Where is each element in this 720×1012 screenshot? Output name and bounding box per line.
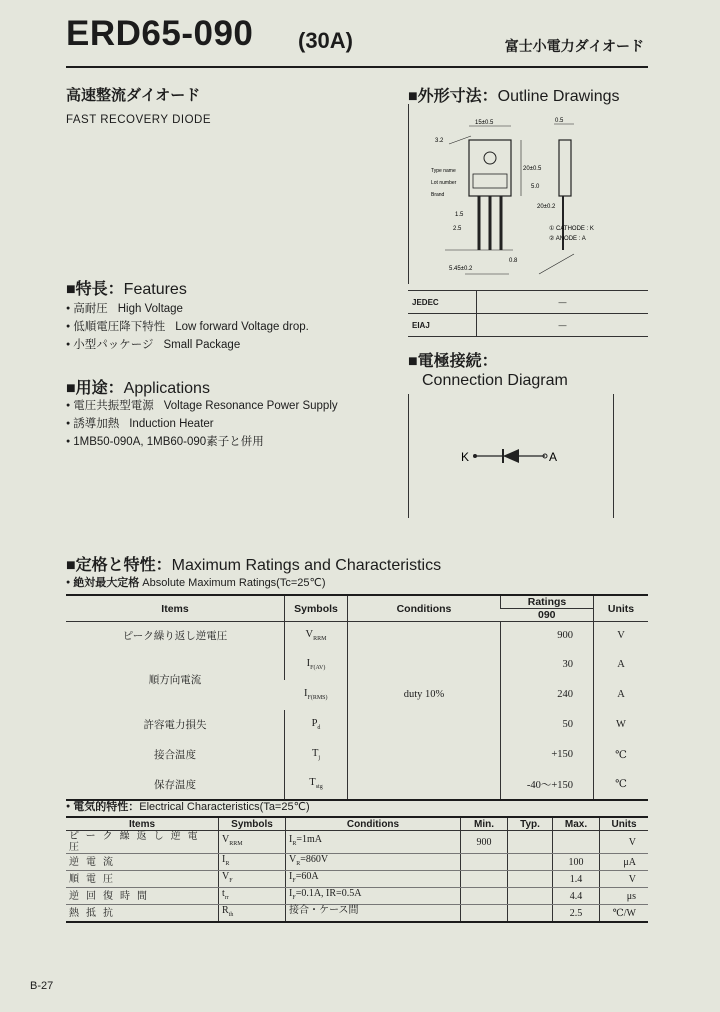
condition-cell: $I_R=1mA$ bbox=[286, 831, 461, 854]
product-title-jp: 高速整流ダイオード bbox=[66, 87, 201, 104]
unit-cell: W bbox=[594, 710, 649, 740]
electrical-heading: ● 電気的特性：Electrical Characteristics(Ta=25℃) bbox=[66, 798, 310, 814]
item-cell: 熱抵抗 bbox=[66, 905, 219, 923]
symbol-cell: $T_j$ bbox=[285, 740, 348, 770]
table-row bbox=[66, 740, 648, 770]
col-conditions: Conditions bbox=[286, 817, 461, 831]
table-row bbox=[66, 622, 648, 650]
condition-cell: $I_F=0.1A$, IR=0.5A bbox=[286, 888, 461, 905]
min-cell bbox=[461, 888, 508, 905]
symbol-cell: $I_{F(RMS)}$ bbox=[303, 687, 328, 702]
ratings-heading: ■定格と特性：Maximum Ratings and Characteristics bbox=[66, 557, 442, 574]
typ-cell bbox=[508, 854, 553, 871]
symbol-cell: $I_{F(AV)}$ bbox=[285, 650, 348, 680]
unit-cell: ℃ bbox=[594, 770, 649, 800]
applications-list bbox=[66, 397, 338, 451]
maker-title: 富士小電力ダイオード bbox=[504, 38, 644, 54]
symbol-cell: $t_{rr}$ bbox=[219, 888, 286, 905]
table-row bbox=[66, 770, 648, 800]
min-cell bbox=[461, 871, 508, 888]
condition-cell bbox=[348, 770, 501, 800]
max-cell bbox=[553, 831, 600, 854]
col-conditions: Conditions bbox=[348, 595, 501, 622]
connection-diagram bbox=[408, 394, 614, 518]
value-cell: 240 bbox=[501, 680, 594, 710]
table-row bbox=[66, 888, 648, 905]
dim-width: 15±0.5 bbox=[475, 120, 494, 126]
dim-b: 2.5 bbox=[453, 226, 462, 232]
item-cell: 順方向電流 bbox=[148, 675, 202, 686]
table-row bbox=[408, 291, 648, 314]
max-cell: 2.5 bbox=[553, 905, 600, 923]
list-item: ● 誘導加熱 Induction Heater bbox=[66, 415, 338, 433]
unit-cell: A bbox=[594, 680, 649, 710]
item-cell: 逆電流 bbox=[66, 854, 219, 871]
condition-cell: 接合・ケース間 bbox=[286, 905, 461, 923]
item-cell: ピーク繰り返し逆電圧 bbox=[122, 631, 228, 643]
symbol-cell: $T_{stg}$ bbox=[285, 770, 348, 800]
features-heading: ■特長：Features bbox=[66, 281, 187, 298]
label-type: Type name bbox=[431, 168, 456, 174]
dim-h2: 5.0 bbox=[531, 184, 540, 190]
max-cell: 4.4 bbox=[553, 888, 600, 905]
item-cell: ピーク繰返し逆電圧 bbox=[66, 831, 219, 854]
unit-cell: V bbox=[594, 622, 649, 650]
table-row bbox=[66, 871, 648, 888]
dim-hole: 3.2 bbox=[435, 138, 444, 144]
anode-label: A bbox=[549, 450, 558, 464]
condition-cell: $I_F=60A$ bbox=[286, 871, 461, 888]
table-row bbox=[66, 854, 648, 871]
applications-heading: ■用途：Applications bbox=[66, 380, 210, 397]
value-cell: 30 bbox=[501, 650, 594, 680]
unit-cell: ℃ bbox=[594, 740, 649, 770]
symbol-cell: $V_{RRM}$ bbox=[219, 831, 286, 854]
outline-drawing bbox=[408, 104, 613, 284]
item-cell: 順電圧 bbox=[66, 871, 219, 888]
current-rating: (30A) bbox=[298, 28, 354, 53]
value-cell: 900 bbox=[501, 622, 594, 650]
label-lot: Lot number bbox=[431, 180, 457, 186]
item-cell: 保存温度 bbox=[66, 770, 285, 800]
pkg-label: JEDEC bbox=[408, 291, 477, 314]
col-max: Max. bbox=[553, 817, 600, 831]
dim-pitch: 5.45±0.2 bbox=[449, 266, 473, 272]
unit-cell: μA bbox=[600, 854, 649, 871]
package-drawing bbox=[409, 104, 613, 284]
condition-cell: $V_R=860V$ bbox=[286, 854, 461, 871]
list-item: ● 電圧共振型電源 Voltage Resonance Power Supply bbox=[66, 397, 338, 415]
table-header-row bbox=[66, 817, 648, 831]
col-units: Units bbox=[594, 595, 649, 622]
list-item: ● 小型パッケージ Small Package bbox=[66, 336, 309, 354]
table-row bbox=[408, 314, 648, 337]
connection-heading: ■電極接続： Connection Diagram bbox=[408, 353, 568, 389]
col-symbols: Symbols bbox=[285, 595, 348, 622]
condition-cell bbox=[348, 710, 501, 740]
table-header-row bbox=[66, 595, 648, 609]
typ-cell bbox=[508, 831, 553, 854]
max-cell: 100 bbox=[553, 854, 600, 871]
outline-heading: ■外形寸法：Outline Drawings bbox=[408, 88, 620, 105]
col-items: Items bbox=[66, 817, 219, 831]
label-brand: Brand bbox=[431, 192, 445, 198]
unit-cell: μs bbox=[600, 888, 649, 905]
dim-a: 1.5 bbox=[455, 212, 464, 218]
value-cell: +150 bbox=[501, 740, 594, 770]
col-min: Min. bbox=[461, 817, 508, 831]
page-number: B-27 bbox=[30, 980, 54, 992]
package-standard-table bbox=[408, 290, 648, 337]
table-row bbox=[66, 905, 648, 923]
value-cell: 50 bbox=[501, 710, 594, 740]
typ-cell bbox=[508, 888, 553, 905]
list-item: ● 低順電圧降下特性 Low forward Voltage drop. bbox=[66, 318, 309, 336]
typ-cell bbox=[508, 905, 553, 923]
pkg-value: — bbox=[477, 314, 649, 337]
item-cell: 接合温度 bbox=[154, 750, 196, 761]
product-title-en: FAST RECOVERY DIODE bbox=[66, 114, 211, 126]
diode-symbol bbox=[409, 394, 613, 518]
electrical-characteristics-table bbox=[66, 816, 648, 923]
unit-cell: V bbox=[600, 831, 649, 854]
dim-height: 20±0.5 bbox=[523, 166, 542, 172]
col-type: 090 bbox=[501, 609, 594, 622]
list-item: ● 1MB50-090A, 1MB60-090素子と併用 bbox=[66, 433, 338, 451]
min-cell bbox=[461, 905, 508, 923]
min-cell bbox=[461, 854, 508, 871]
title-divider bbox=[66, 66, 648, 68]
dim-t: 0.5 bbox=[555, 118, 564, 124]
list-item: ● 高耐圧 High Voltage bbox=[66, 300, 309, 318]
symbol-cell: $V_F$ bbox=[219, 871, 286, 888]
symbol-cell: $R_{th}$ bbox=[219, 905, 286, 923]
unit-cell: V bbox=[600, 871, 649, 888]
col-typ: Typ. bbox=[508, 817, 553, 831]
col-ratings: Ratings bbox=[501, 595, 594, 609]
table-row bbox=[66, 831, 648, 854]
dim-c: 0.8 bbox=[509, 258, 518, 264]
col-symbols: Symbols bbox=[219, 817, 286, 831]
col-items: Items bbox=[66, 595, 285, 622]
condition-cell bbox=[348, 622, 501, 650]
unit-cell: ℃/W bbox=[600, 905, 649, 923]
max-ratings-table bbox=[66, 594, 648, 801]
features-list bbox=[66, 300, 309, 354]
abs-max-subheading: ● 絶対最大定格 Absolute Maximum Ratings(Tc=25℃) bbox=[66, 574, 326, 590]
dim-lead: 20±0.2 bbox=[537, 204, 556, 210]
item-cell: 許容電力損失 bbox=[143, 720, 207, 731]
part-number: ERD65-090 bbox=[66, 14, 254, 53]
pkg-label: EIAJ bbox=[408, 314, 477, 337]
item-cell: 逆回復時間 bbox=[66, 888, 219, 905]
value-cell: -40～+150 bbox=[501, 770, 594, 800]
min-cell: 900 bbox=[461, 831, 508, 854]
pin-anode: ② ANODE : A bbox=[549, 236, 586, 242]
unit-cell: A bbox=[594, 650, 649, 680]
symbol-cell: $V_{RRM}$ bbox=[285, 622, 348, 650]
table-row bbox=[66, 710, 648, 740]
pin-cathode: ① CATHODE : K bbox=[549, 226, 594, 232]
col-units: Units bbox=[600, 817, 649, 831]
typ-cell bbox=[508, 871, 553, 888]
symbol-cell: $P_d$ bbox=[285, 710, 348, 740]
pkg-value: — bbox=[477, 291, 649, 314]
condition-cell: duty 10% bbox=[348, 680, 501, 710]
condition-cell bbox=[348, 650, 501, 680]
cathode-label: K bbox=[461, 450, 470, 464]
max-cell: 1.4 bbox=[553, 871, 600, 888]
table-row bbox=[66, 650, 648, 680]
symbol-cell: $I_R$ bbox=[219, 854, 286, 871]
condition-cell bbox=[348, 740, 501, 770]
